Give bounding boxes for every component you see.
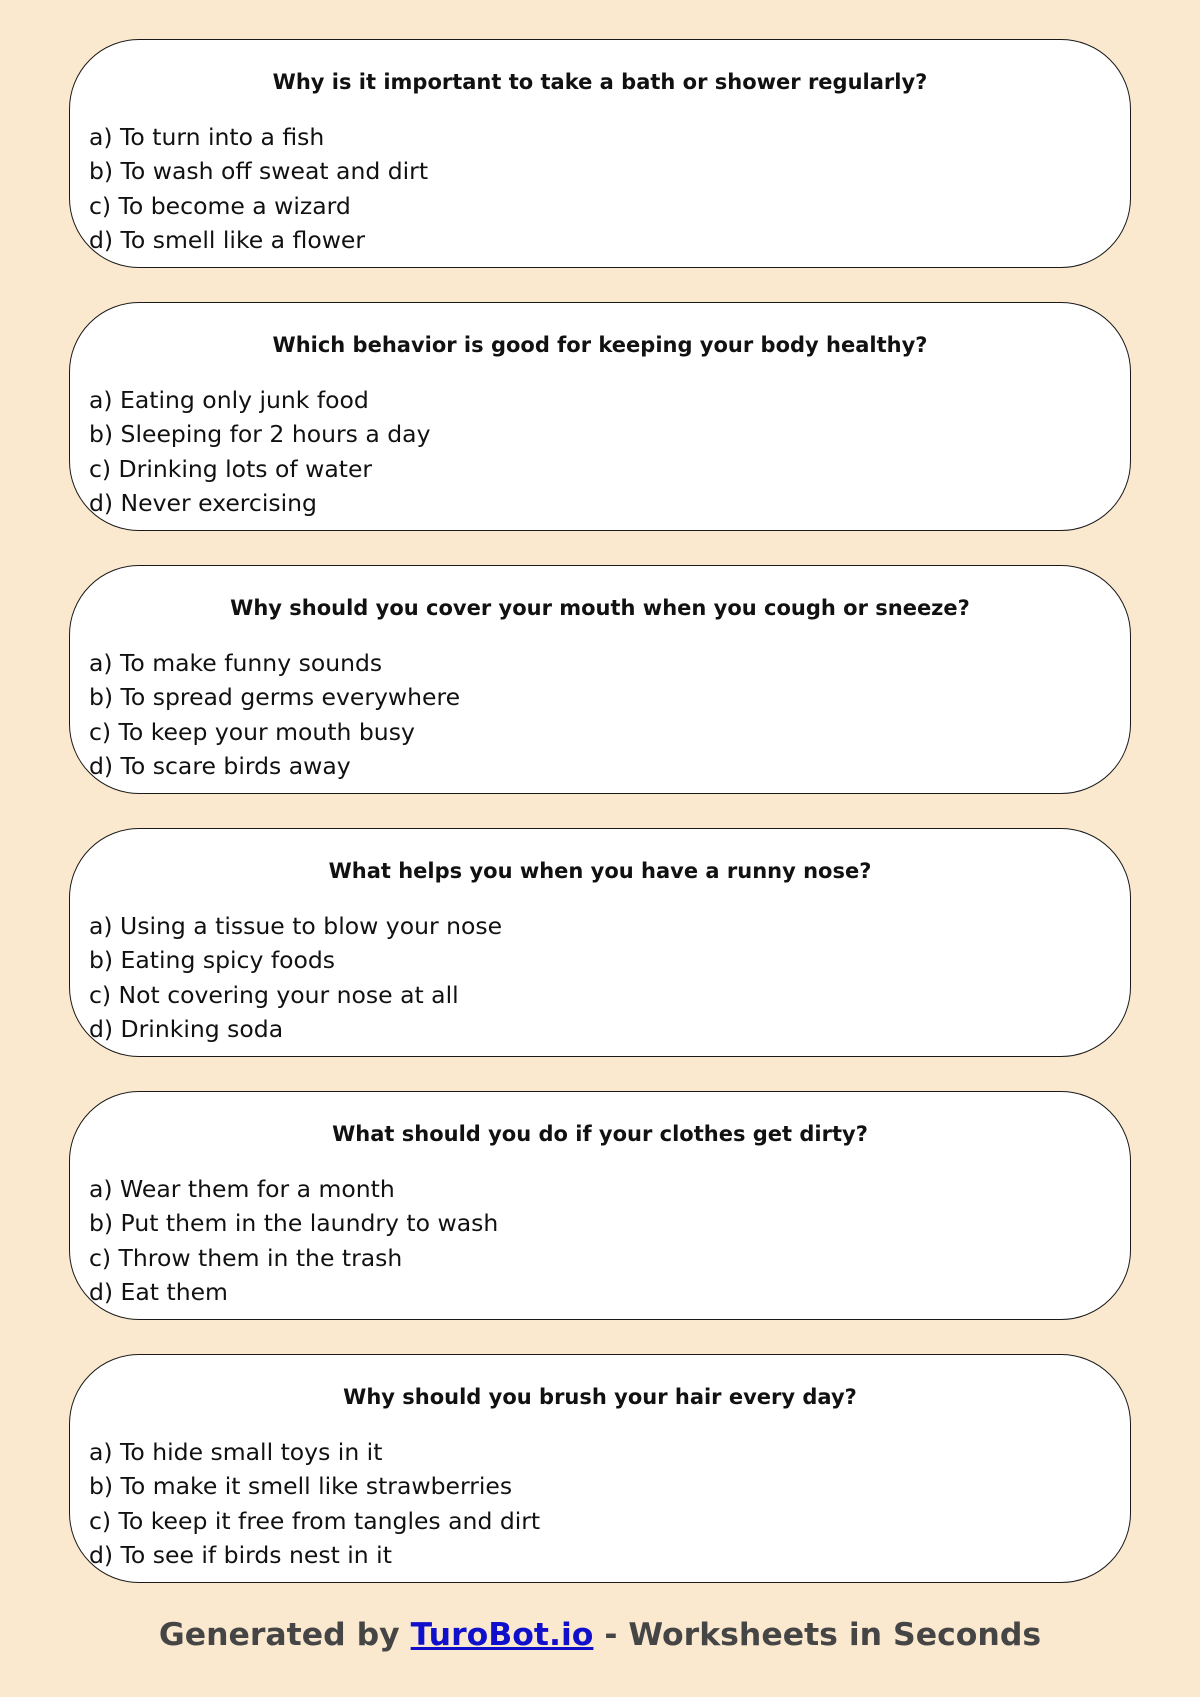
option-c: c) Not covering your nose at all	[89, 980, 459, 1009]
option-d: d) Drinking soda	[89, 1014, 284, 1043]
option-d: d) To scare birds away	[89, 751, 351, 780]
answer-options	[89, 1435, 540, 1572]
option-c: c) To become a wizard	[89, 191, 351, 220]
option-c: c) To keep it free from tangles and dirt	[89, 1506, 541, 1535]
question-text: What helps you when you have a runny nose?	[328, 859, 872, 883]
option-a: a) Wear them for a month	[89, 1175, 395, 1203]
option-c: c) Drinking lots of water	[89, 454, 373, 483]
option-b: b) To wash off sweat and dirt	[89, 157, 429, 186]
answer-options	[89, 383, 430, 520]
question-card-5	[69, 1091, 1131, 1320]
question-text: Why should you cover your mouth when you cough or sneeze?	[230, 596, 970, 620]
option-d: d) To smell like a flower	[89, 225, 366, 254]
option-d: d) To see if birds nest in it	[89, 1540, 392, 1569]
option-a: a) To hide small toys in it	[89, 1438, 383, 1466]
option-c: c) Throw them in the trash	[89, 1243, 403, 1272]
answer-options	[89, 646, 460, 783]
question-card-2	[69, 302, 1131, 531]
question-card-4	[69, 828, 1131, 1057]
option-a: a) To make funny sounds	[89, 649, 383, 677]
question-card-6	[69, 1354, 1131, 1583]
answer-options	[89, 120, 428, 257]
question-text: Why should you brush your hair every day?	[343, 1385, 857, 1409]
footer-credit	[0, 1617, 1200, 1653]
option-a: a) Eating only junk food	[89, 386, 369, 414]
question-text: Why is it important to take a bath or shower regularly?	[272, 70, 928, 94]
option-b: b) To spread germs everywhere	[89, 683, 461, 712]
option-c: c) To keep your mouth busy	[89, 717, 415, 746]
option-d: d) Eat them	[89, 1277, 228, 1306]
option-a: a) Using a tissue to blow your nose	[89, 912, 503, 940]
option-b: b) To make it smell like strawberries	[89, 1472, 513, 1501]
footer-prefix: Generated by	[158, 1617, 400, 1653]
option-b: b) Eating spicy foods	[89, 946, 336, 975]
question-text: Which behavior is good for keeping your body healthy?	[272, 333, 928, 357]
question-card-3	[69, 565, 1131, 794]
option-a: a) To turn into a fish	[89, 123, 325, 151]
answer-options	[89, 1172, 498, 1309]
footer-suffix: - Worksheets in Seconds	[604, 1617, 1042, 1653]
option-d: d) Never exercising	[89, 488, 317, 517]
answer-options	[89, 909, 502, 1046]
option-b: b) Sleeping for 2 hours a day	[89, 420, 431, 449]
question-card-1	[69, 39, 1131, 268]
turobot-link[interactable]: TuroBot.io	[410, 1617, 594, 1653]
option-b: b) Put them in the laundry to wash	[89, 1209, 499, 1238]
question-text: What should you do if your clothes get dirty?	[332, 1122, 868, 1146]
